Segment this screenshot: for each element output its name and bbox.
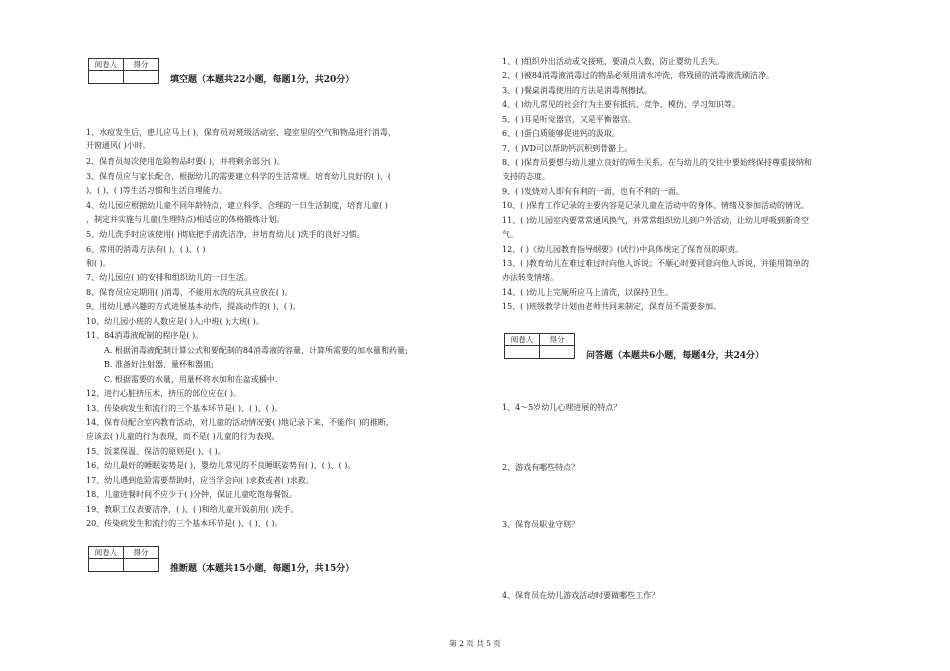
fill-line: 10、幼儿园小班的人数应是( )人;中班( );大班( )。 bbox=[86, 317, 264, 326]
judge-line: 9、( )发烧对人即有有利的一面，也有不利的一面。 bbox=[502, 187, 684, 196]
judge-line: 11、( )幼儿园室内要常常通风换气，并常常组织幼儿到户外活动，让幼儿呼吸到新奇空 bbox=[502, 216, 809, 225]
fill-line: 8、保育员应定期用( )消毒，不能用水洗的玩具应放在( )。 bbox=[86, 288, 293, 297]
judge-line: 2、( )被84消毒液消毒过的物品必须用清水冲洗，将残留的消毒液洗刷洁净。 bbox=[502, 71, 775, 80]
fill-option: B. 准备好注射器、量杯和器皿; bbox=[104, 360, 214, 369]
judge-line: 气。 bbox=[502, 230, 518, 239]
fill-line: 18、儿童进餐时间不应少于( )分钟，保证儿童吃饱每餐饭。 bbox=[86, 490, 297, 499]
fill-line: 开窗通风( )小时。 bbox=[86, 141, 151, 150]
page-footer: 第 2 页 共 5 页 bbox=[449, 639, 501, 648]
judge-section-title: 推断题（本题共15小题，每题1分，共15分） bbox=[170, 564, 355, 574]
score-table-cell[interactable] bbox=[124, 71, 159, 84]
judge-line: 办法转变情绪。 bbox=[502, 273, 558, 282]
fill-line: 7、幼儿园应( )的安排和组织幼儿的一日生活。 bbox=[86, 273, 252, 282]
judge-line: 7、( )VD可以帮助钙沉积到骨骼上。 bbox=[502, 144, 633, 153]
fill-line: 应该去( )儿童的行为表现，而不是( )儿童的行为表现。 bbox=[86, 432, 280, 441]
score-table-header-grader: 阅卷人 bbox=[505, 334, 540, 346]
fill-line: )、( )、( )等生活习惯和生活自理能力。 bbox=[86, 186, 227, 195]
score-table-header-grader: 阅卷人 bbox=[89, 547, 124, 559]
fill-line: 5、幼儿洗手时应该使用( )彻底把手清洗洁净，并培育幼儿( )洗手的良好习惯。 bbox=[86, 230, 365, 239]
score-table-header-grader: 阅卷人 bbox=[89, 59, 124, 71]
fill-line: 12、进行心脏挤压术，挤压的部位应在( )。 bbox=[86, 389, 241, 398]
score-table-judge bbox=[88, 546, 159, 572]
qa-section-title: 问答题（本题共6小题，每题4分，共24分） bbox=[586, 351, 765, 361]
judge-line: 支持的态度。 bbox=[502, 172, 550, 181]
fill-line: ，制定并实施与儿童(生理特点)相适应的体格锻炼计划。 bbox=[86, 215, 285, 224]
score-table-header-score: 得分 bbox=[124, 59, 159, 71]
fill-line: 20、传染病发生和流行的三个基本环节是( )、( )、( )。 bbox=[86, 519, 283, 528]
judge-line: 15、( )班级教学计划由老师共同来制定，保育员不需要参加。 bbox=[502, 302, 721, 311]
fill-option: C. 根据需要的水量，用量杯将水加和在盆或桶中. bbox=[104, 375, 278, 384]
judge-line: 14、( )幼儿上完厕所应马上清洗，以保持卫生。 bbox=[502, 288, 673, 297]
fill-line: 9、用幼儿感兴趣的方式进展基本动作，提高动作的( )、( )。 bbox=[86, 302, 301, 311]
judge-line: 12、( )《幼儿园教育指导纲要》(试行)中具体规定了保育员的职责。 bbox=[502, 245, 744, 254]
fill-line: 3、保育员应与家长配合，根据幼儿的需要建立科学的生活常规。培育幼儿良好的( )、( bbox=[86, 172, 391, 181]
fill-line: 11、84消毒液配制的程序是( )。 bbox=[86, 331, 204, 340]
qa-question: 4、保育员在幼儿游戏活动时要做哪些工作？ bbox=[502, 591, 660, 600]
fill-line: 19、教职工仪表要洁净，( )、( )和给儿童开饭前用( )洗手。 bbox=[86, 505, 299, 514]
judge-line: 4、( )幼儿常见的社会行为主要有抵抗、竞争、模仿、学习知识等。 bbox=[502, 100, 740, 109]
judge-line: 5、( )耳是听觉器官，又是平衡器官。 bbox=[502, 115, 636, 124]
judge-line: 6、( )蛋白质能够促进钙的汲取。 bbox=[502, 129, 620, 138]
judge-line: 3、( )餐桌消毒使用的方法是消毒剂擦拭。 bbox=[502, 86, 652, 95]
fill-line: 17、幼儿遇到危险需要帮助时，应当学会向( )求救或者( )求救。 bbox=[86, 476, 314, 485]
fill-line: 14、保育员配合室内教育活动，对儿童的活动情况要( )地记录下来，不能作( )的推断， bbox=[86, 418, 394, 427]
fill-line: 16、幼儿最好的睡眠姿势是( )，婴幼儿常见的不良睡眠姿势有( )、( )、( )。 bbox=[86, 461, 356, 470]
fill-line: 4、幼儿园应根据幼儿童不同年龄特点，建立科学、合理的一日生活制度，培育儿童( ) bbox=[86, 201, 388, 210]
judge-line: 10、( )保育工作记录的主要内容是记录儿童在活动中的身体、情绪及参加活动的情况。 bbox=[502, 201, 809, 210]
score-table-cell[interactable] bbox=[124, 559, 159, 572]
fill-line: 和( )。 bbox=[86, 259, 111, 268]
judge-line: 13、( )教育幼儿在难过难过时向他人诉说；不顺心时要同意向他人诉说，并能用简单的 bbox=[502, 259, 809, 268]
fill-line: 13、传染病发生和流行的三个基本环节是( )、( )、( )。 bbox=[86, 404, 283, 413]
qa-question: 2、游戏有哪些特点？ bbox=[502, 463, 580, 472]
fill-line: 6、常用的消毒方法有( )、( )、( ) bbox=[86, 245, 206, 254]
score-table-fill bbox=[88, 58, 159, 84]
fill-section-title: 填空题（本题共22小题，每题1分，共20分） bbox=[170, 75, 355, 85]
fill-line: 2、保育员每次使用危险物品时要( )，并将剩余部分( )。 bbox=[86, 157, 285, 166]
qa-question: 3、保育员职业守则？ bbox=[502, 520, 580, 529]
score-table-qa bbox=[504, 333, 575, 359]
score-table-cell[interactable] bbox=[89, 71, 124, 84]
score-table-cell[interactable] bbox=[505, 346, 540, 359]
score-table-header-score: 得分 bbox=[124, 547, 159, 559]
fill-option: A. 根据消毒液配制计算公式和要配制的84消毒液的容量，计算所需要的加水量和药量; bbox=[104, 346, 408, 355]
score-table-header-score: 得分 bbox=[540, 334, 575, 346]
score-table-cell[interactable] bbox=[540, 346, 575, 359]
judge-line: 8、( )保育员要想与幼儿建立良好的师生关系，在与幼儿的交往中要始终保持尊重接纳和 bbox=[502, 158, 812, 167]
judge-line: 1、( )组织外出活动或交接班，要清点人数，防止婴幼儿丢失。 bbox=[502, 57, 724, 66]
fill-line: 1、水痘发生后，患儿应马上( )，保育员对班级活动室、寝室里的空气和物品进行消毒， bbox=[86, 128, 396, 137]
score-table-cell[interactable] bbox=[89, 559, 124, 572]
fill-line: 15、饭菜保温、保洁的原则是( )、( )。 bbox=[86, 447, 226, 456]
qa-question: 1、4～5岁幼儿心理进展的特点？ bbox=[502, 403, 622, 412]
